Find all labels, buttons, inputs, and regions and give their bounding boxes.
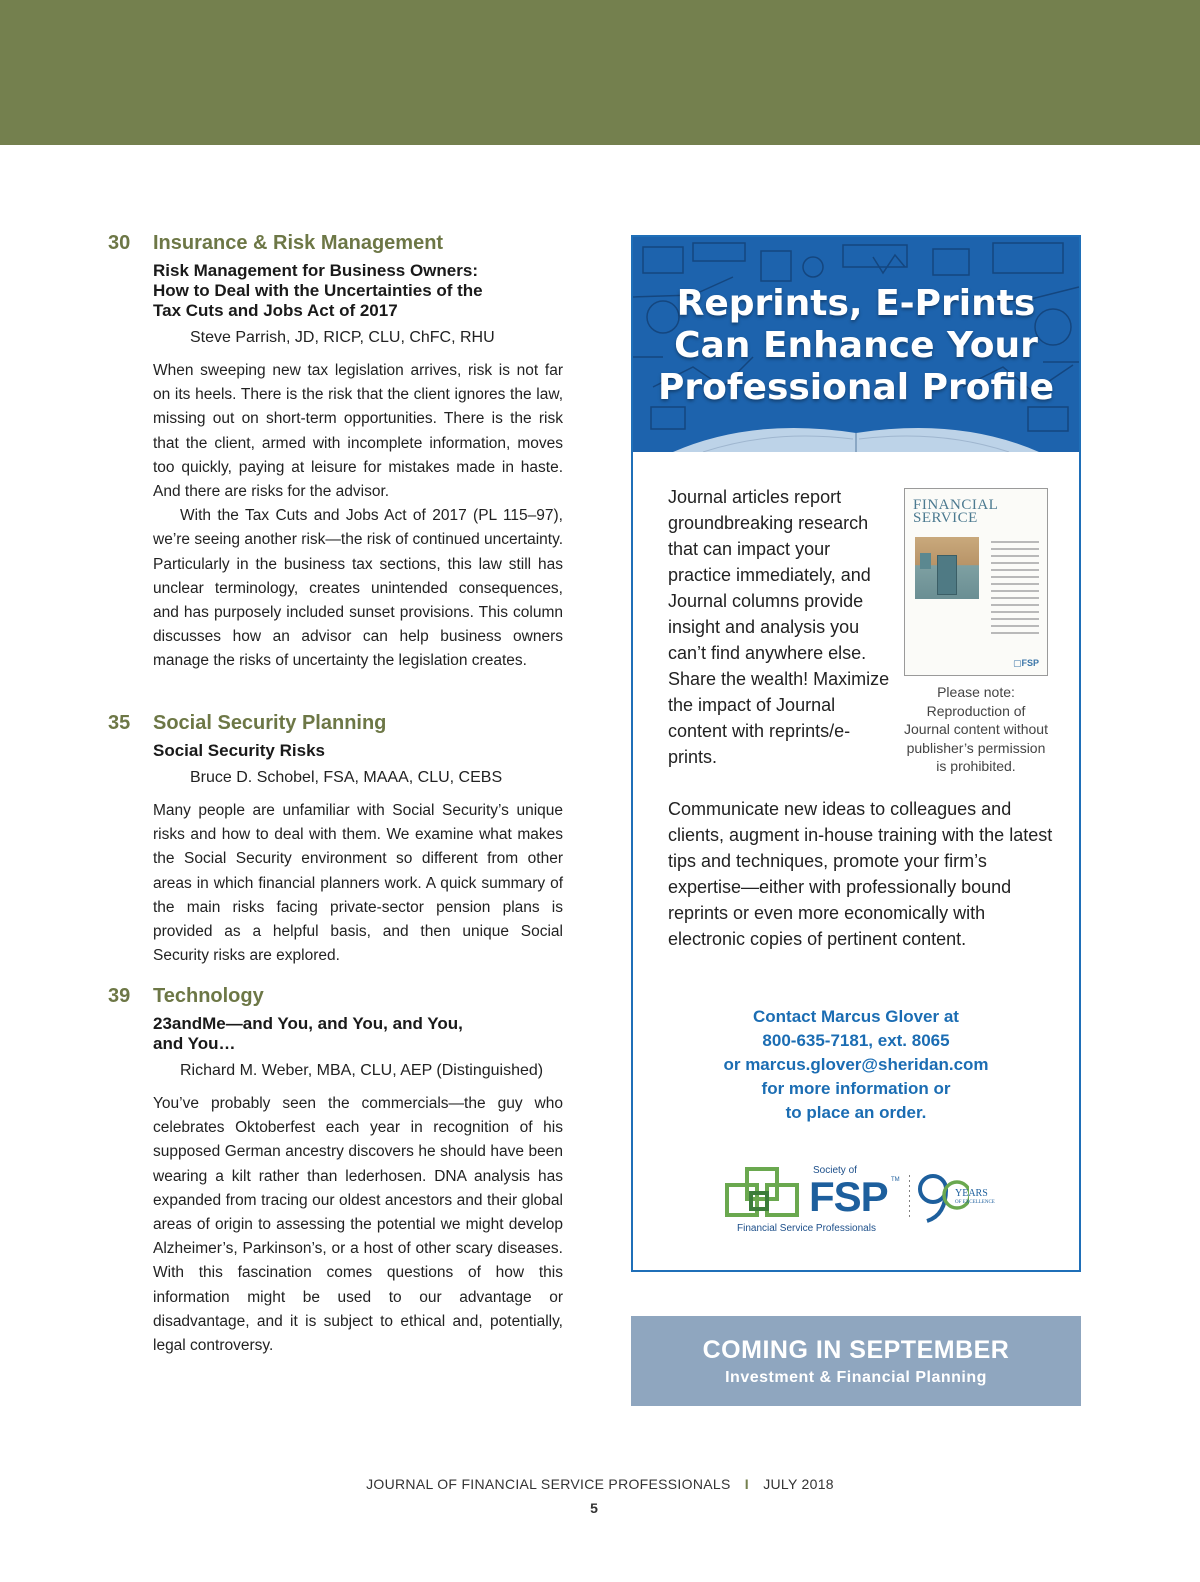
coming-in-september-box [631,1316,1081,1406]
cover-title [913,499,1013,525]
toc-category[interactable]: Social Security Planning [153,712,387,734]
fsp-squares-icon [723,1163,813,1227]
headline-line: Reprints, E-Prints [676,283,1036,324]
cover-title-line: SERVICE [913,510,978,526]
toc-author: Steve Parrish, JD, RICP, CLU, ChFC, RHU [190,329,495,346]
fsp-logo [723,1155,1013,1235]
contact-phone[interactable]: 800-635-7181, ext. 8065 [762,1031,950,1050]
toc-author: Richard M. Weber, MBA, CLU, AEP (Distinguished) [180,1062,544,1079]
years-sub-label: OF EXCELLENCE [955,1200,995,1205]
toc-entry-heading [108,712,563,735]
cover-text-lines [991,541,1039,639]
abstract-paragraph: Many people are unfamiliar with Social Security’s unique risks and how to deal with them. We examine what makes the Social Security environment so different from other areas in which financial planners work. A quick summary of the main risks facing private-sector pension plans is provided as a helpful basis, and then unique Social Security risks are explored. [153,802,563,965]
title-line: 23andMe—and You, and You, and You, [153,1014,463,1033]
fsp-trademark: TM [891,1177,900,1183]
headline-line: Professional Profile [658,367,1054,408]
toc-page-number: 39 [108,985,131,1007]
headline-line: Can Enhance Your [674,325,1038,366]
ad-banner [633,237,1079,452]
ad-body-text: Communicate new ideas to colleagues and clients, augment in-house training with the latest tips and techniques, promote your firm’s expertise—either with professionally bound reprints or even more economically with electronic copies of pertinent content. [668,799,1053,949]
toc-entry-heading [108,232,563,255]
toc-entry-heading [108,985,563,1008]
contact-line: to place an order. [785,1103,927,1122]
cover-title-line: FINANCIAL [913,497,999,513]
fsp-full-name: Financial Service Professionals [737,1223,876,1234]
fsp-society-text: Society of [813,1165,857,1176]
toc-author: Bruce D. Schobel, FSA, MAAA, CLU, CEBS [190,769,503,786]
journal-cover-thumbnail [904,488,1048,676]
cover-logo-icon: ▢FSP [1012,658,1039,668]
reproduction-note: Please note: Reproduction of Journal content without publisher’s permission is prohibited. [904,684,1048,774]
title-line: How to Deal with the Uncertainties of the [153,281,483,300]
ad-contact [633,1005,1079,1125]
title-line: and You… [153,1034,236,1053]
window-shape [920,553,931,569]
toc-page-number: 30 [108,232,131,254]
contact-email[interactable]: or marcus.glover@sheridan.com [723,1055,989,1074]
toc-entry-social-security [108,712,563,968]
cover-photo [915,537,979,599]
header-band [0,0,1200,145]
footer-separator: I [744,1476,749,1492]
contact-line: for more information or [761,1079,951,1098]
coming-title: COMING IN SEPTEMBER [702,1336,1010,1364]
toc-abstract [153,1092,563,1358]
toc-entry-technology [108,985,563,1358]
years-label: YEARS [955,1188,988,1199]
toc-abstract [153,359,563,674]
title-line: Social Security Risks [153,741,325,760]
toc-article-title[interactable] [153,1014,563,1054]
title-line: Risk Management for Business Owners: [153,261,478,280]
fsp-wordmark: FSP [809,1173,888,1220]
toc-category[interactable]: Insurance & Risk Management [153,232,444,254]
issue-date: JULY 2018 [763,1476,834,1492]
toc-article-title[interactable] [153,261,563,321]
ad-intro-text: Journal articles report groundbreaking research that can impact your practice immediately, and Journal columns provide insight and analysis you can’t find anywhere else. Share the wealth! Maximize the impact of Journal content with reprints/e-prints. [668,487,890,767]
door-shape [937,555,957,595]
abstract-paragraph: You’ve probably seen the commercials—the guy who celebrates Oktoberfest each year in recognition of his supposed German ancestry discovers he should have been wearing a kilt rather than lederhosen. DNA analysis has expanded from tracing our oldest ancestors and their global areas of origin to assessing the potential we might develop Alzheimer’s, Parkinson’s, or a host of other scary diseases. With this fascination comes questions of how this information might be used to our advantage or disadvantage, and it is subject to ethical and, potentially, legal controversy. [153,1095,563,1355]
fsp-years-text [955,1189,995,1207]
coming-subtitle: Investment & Financial Planning [725,1369,987,1386]
page-number: 5 [590,1500,598,1516]
title-line: Tax Cuts and Jobs Act of 2017 [153,301,398,320]
abstract-paragraph: With the Tax Cuts and Jobs Act of 2017 (PL 115–97), we’re seeing another risk—the risk of continued uncertainty. Particularly in the business tax sections, this law still has unclear terminology, creates unintended consequences, and has purposely included sunset provisions. This column discusses how an advisor can help business owners manage the risks of uncertainty the legislation creates. [153,507,563,670]
toc-abstract [153,799,563,968]
toc-page-number: 35 [108,712,131,734]
toc-category[interactable]: Technology [153,985,264,1007]
reprints-advertisement [631,235,1081,1272]
ad-headline [633,283,1079,409]
toc-entry-insurance [108,232,563,674]
toc-article-title[interactable] [153,741,563,761]
page-footer [0,1476,1200,1492]
contact-line: Contact Marcus Glover at [753,1007,959,1026]
abstract-paragraph: When sweeping new tax legislation arrives, risk is not far on its heels. There is the risk that the client ignores the law, missing out on short-term opportunities. There is the risk that the client, armed with incomplete information, moves too quickly, paying at leisure for mistakes made in haste. And there are risks for the advisor. [153,362,563,501]
journal-name: JOURNAL OF FINANCIAL SERVICE PROFESSIONALS [366,1476,731,1492]
